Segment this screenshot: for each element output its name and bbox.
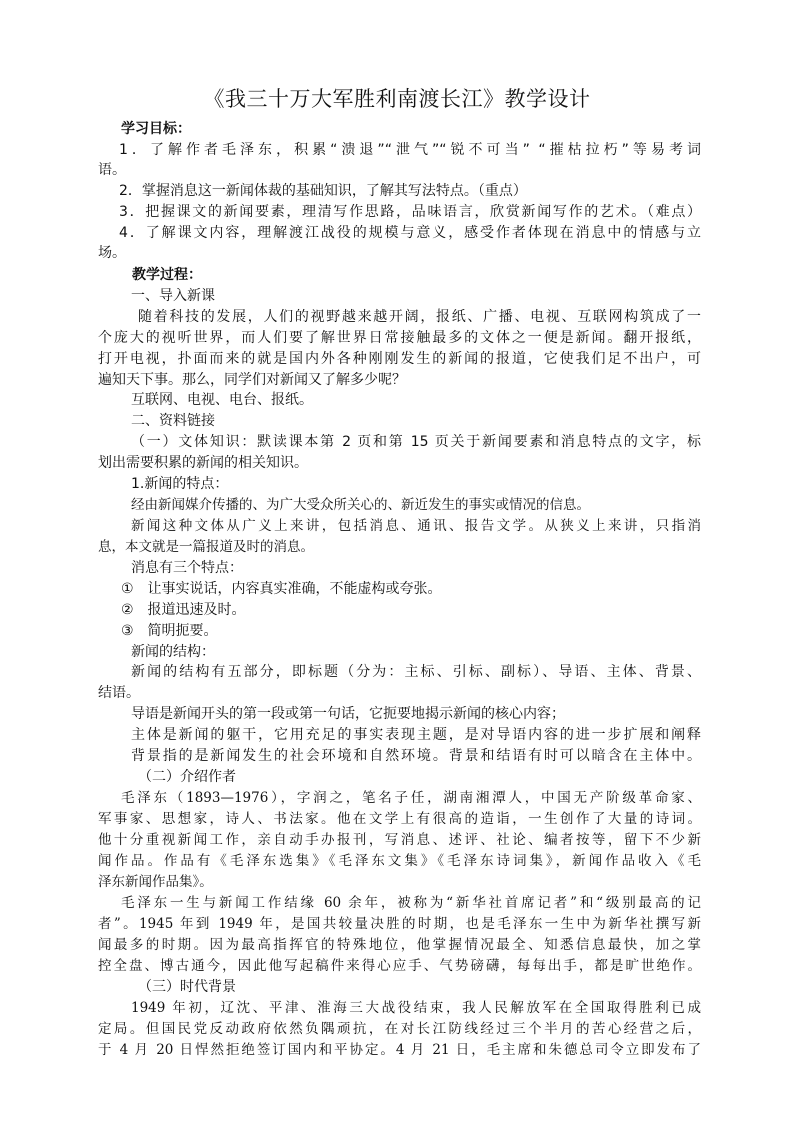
era-paragraph: 定局。但国民党反动政府依然负隅顽抗，在对长江防线经过三个半月的苦心经营之后，: [98, 1021, 701, 1037]
news-structure-heading: 新闻的结构：: [131, 644, 215, 660]
feature-item: ② 报道迅速及时。: [121, 602, 246, 618]
news-structure: 新闻的结构有五部分，即标题（分为：主标、引标、副标）、导语、主体、背景、: [131, 664, 701, 680]
three-features-heading: 消息有三个特点：: [131, 560, 243, 576]
news-features-heading: 1.新闻的特点：: [131, 476, 229, 492]
feature-item: ① 让事实说话，内容真实准确，不能虚构或夸张。: [121, 581, 442, 597]
career-paragraph: 控全盘、博古通今，因此他写起稿件来得心应手、气势磅礴，每每出手，都是旷世绝作。: [98, 958, 701, 974]
news-definition-2-cont: 息，本文就是一篇报道及时的消息。: [98, 539, 314, 555]
objective-4: 4．了解课文内容，理解渡江战役的规模与意义，感受作者体现在消息中的情感与立: [119, 225, 701, 241]
objective-2: 2．掌握消息这一新闻体裁的基础知识，了解其写法特点。（重点）: [119, 183, 527, 199]
background-description: 背景指的是新闻发生的社会环境和自然环境。背景和结语有时可以暗含在主体中。: [131, 748, 701, 764]
author-paragraph: 他十分重视新闻工作，亲自动手办报刊，写消息、述评、社论、编者按等，留下不少新: [98, 832, 701, 848]
author-paragraph: 闻作品。作品有《毛泽东选集》《毛泽东文集》《毛泽东诗词集》，新闻作品收入《毛: [98, 853, 701, 869]
feature-item: ③ 简明扼要。: [121, 623, 218, 639]
intro-paragraph: 随着科技的发展，人们的视野越来越开阔，报纸、广播、电视、互联网构筑成了一: [138, 309, 701, 325]
intro-paragraph: 遍知天下事。那么，同学们对新闻又了解多少呢？: [98, 372, 406, 388]
author-paragraph: 军事家、思想家，诗人、书法家。他在文学上有很高的造诣，一生创作了大量的诗词。: [98, 811, 701, 827]
career-paragraph: 者”。1945 年到 1949 年，是国共较量决胜的时期，也是毛泽东一生中为新华社撰写新: [98, 916, 701, 932]
objective-4-cont: 场。: [98, 245, 126, 261]
section-era-heading: （三）时代背景: [138, 979, 236, 995]
era-paragraph: 于 4 月 20 日悍然拒绝签订国内和平协定。4 月 21 日，毛主席和朱德总司令立即发布了: [98, 1042, 701, 1058]
lead-description: 导语是新闻开头的第一段或第一句话，它扼要地揭示新闻的核心内容；: [131, 706, 565, 722]
intro-paragraph: 个庞大的视听世界，而人们要了解世界日常接触最多的文体之一便是新闻。翻开报纸，: [98, 330, 701, 346]
objective-1: 1．了解作者毛泽东，积累“溃退”“泄气”“锐不可当” “摧枯拉朽”等易考词: [119, 142, 701, 158]
section-author-heading: （二）介绍作者: [138, 769, 236, 785]
intro-answer: 互联网、电视、电台、报纸。: [131, 392, 313, 408]
intro-paragraph: 打开电视，扑面而来的就是国内外各种刚刚发生的新闻的报道，它使我们足不出户，可: [98, 351, 701, 367]
author-paragraph: 泽东新闻作品集》。: [98, 874, 213, 890]
author-paragraph: 毛泽东（1893—1976），字润之，笔名子任，湖南湘潭人，中国无产阶级革命家、: [121, 790, 701, 806]
body-description: 主体是新闻的躯干，它用充足的事实表现主题，是对导语内容的进一步扩展和阐释: [131, 727, 701, 743]
section-resources-heading: 二、资料链接: [131, 413, 215, 429]
page-title: 《我三十万大军胜利南渡长江》教学设计: [203, 87, 591, 111]
news-definition-2: 新闻这种文体从广义上来讲，包括消息、通讯、报告文学。从狭义上来讲，只指消: [131, 518, 701, 534]
genre-knowledge-cont: 划出需要积累的新闻的相关知识。: [98, 455, 308, 471]
career-paragraph: 毛泽东一生与新闻工作结缘 60 余年，被称为“新华社首席记者”和“级别最高的记: [121, 895, 701, 911]
news-definition: 经由新闻媒介传播的、为广大受众所关心的、新近发生的事实或情况的信息。: [131, 497, 590, 513]
objectives-heading: 学习目标：: [121, 121, 191, 137]
news-structure-cont: 结语。: [98, 685, 140, 701]
career-paragraph: 闻最多的时期。因为最高指挥官的特殊地位，他掌握情况最全、知悉信息最快，加之掌: [98, 937, 701, 953]
process-heading: 教学过程：: [132, 267, 202, 283]
objective-3: 3．把握课文的新闻要素，理清写作思路，品味语言，欣赏新闻写作的艺术。（难点）: [119, 204, 701, 220]
objective-1-cont: 语。: [98, 162, 126, 178]
genre-knowledge: （一）文体知识：默读课本第 2 页和第 15 页关于新闻要素和消息特点的文字，标: [131, 434, 701, 450]
era-paragraph: 1949 年初，辽沈、平津、淮海三大战役结束，我人民解放军在全国取得胜利已成: [131, 1000, 701, 1016]
section-intro-heading: 一、导入新课: [131, 288, 215, 304]
